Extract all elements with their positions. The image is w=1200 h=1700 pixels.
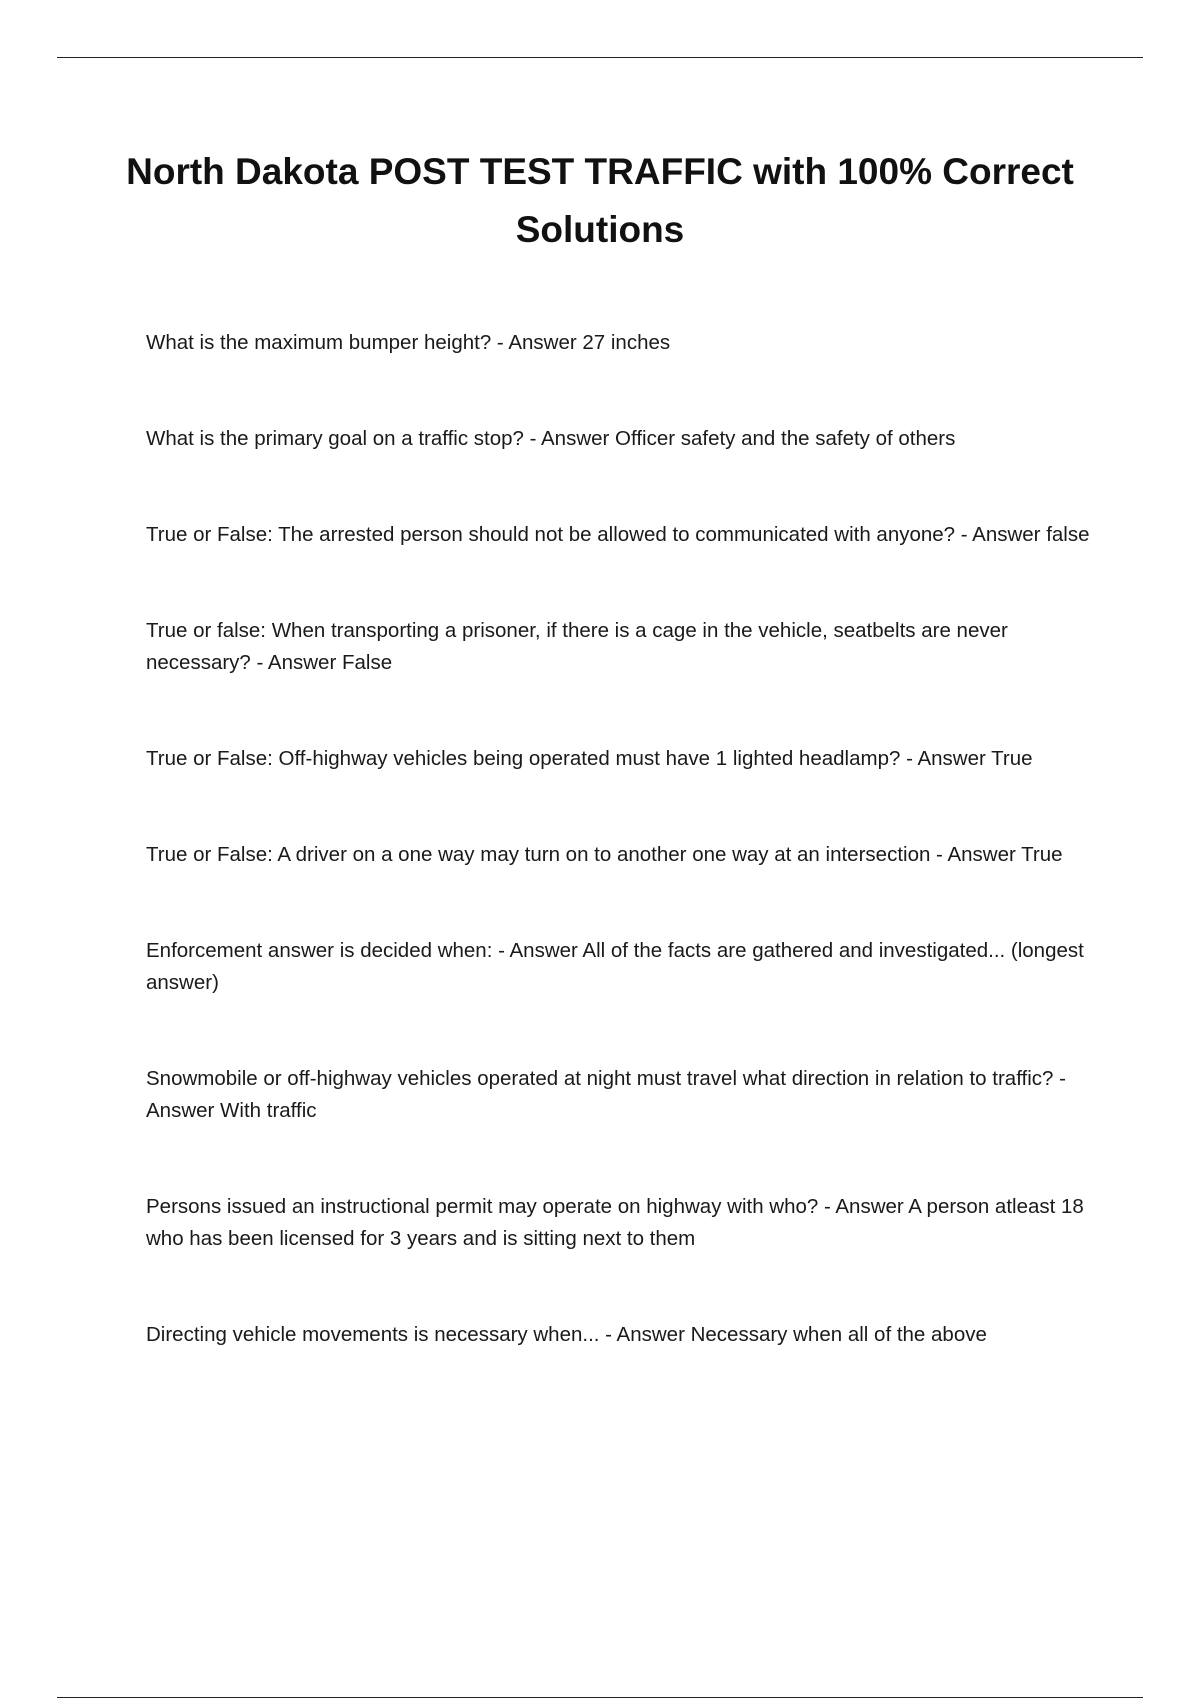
qa-item-5: True or False: Off-highway vehicles being operated must have 1 lighted headlamp? - Answer True [146, 747, 1033, 770]
qa-item-2: What is the primary goal on a traffic stop? - Answer Officer safety and the safety of others [146, 427, 956, 450]
question-answer-list [146, 327, 1090, 1351]
qa-item-10: Directing vehicle movements is necessary when... - Answer Necessary when all of the above [146, 1323, 987, 1346]
bottom-rule [57, 1697, 1143, 1698]
qa-item-9: Persons issued an instructional permit may operate on highway with who? - Answer A person atleast 18 who has been licensed for 3 years and is sitting next to them [146, 1195, 1084, 1250]
qa-item-4: True or false: When transporting a prisoner, if there is a cage in the vehicle, seatbelts are never necessary? - Answer False [146, 619, 1008, 674]
qa-item-8: Snowmobile or off-highway vehicles operated at night must travel what direction in relation to traffic? - Answer With traffic [146, 1067, 1066, 1122]
document-title: North Dakota POST TEST TRAFFIC with 100% Correct Solutions [126, 151, 1074, 250]
qa-item-3: True or False: The arrested person should not be allowed to communicated with anyone? - Answer false [146, 523, 1090, 546]
qa-item-1: What is the maximum bumper height? - Answer 27 inches [146, 331, 671, 354]
top-rule [57, 57, 1143, 58]
qa-item-7: Enforcement answer is decided when: - Answer All of the facts are gathered and investigated... (longest answer) [146, 939, 1084, 994]
qa-item-6: True or False: A driver on a one way may turn on to another one way at an intersection - Answer True [146, 843, 1063, 866]
